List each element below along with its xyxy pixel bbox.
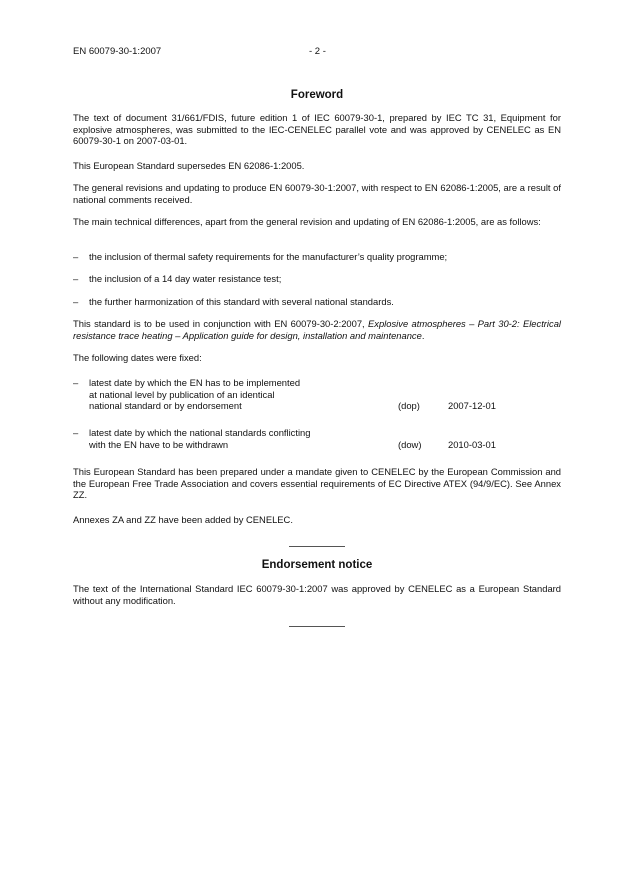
- foreword-paragraph-7: This European Standard has been prepared under a mandate given to CENELEC by the European Commission and the European Free Trade Association and covers essential requirements of EC Directive ATEX (94/9/EC). See Annex ZZ.: [73, 466, 561, 500]
- document-id: EN 60079-30-1:2007: [73, 46, 162, 57]
- list-dash: –: [73, 427, 79, 438]
- foreword-paragraph-4: The main technical differences, apart from the general revision and updating of EN 62086-1:2005, are as follows:: [73, 216, 541, 227]
- date-description: latest date by which the EN has to be implemented at national level by publication of an identical national standard or by endorsement: [89, 377, 301, 411]
- foreword-paragraph-8: Annexes ZA and ZZ have been added by CENELEC.: [73, 514, 293, 525]
- date-description: latest date by which the national standards conflicting with the EN have to be withdrawn: [89, 427, 311, 450]
- date-value: 2007-12-01: [448, 400, 496, 411]
- date-value: 2010-03-01: [448, 438, 496, 450]
- foreword-paragraph-3: The general revisions and updating to produce EN 60079-30-1:2007, with respect to EN 62086-1:2005, are a result of national comments received.: [73, 182, 561, 205]
- date-code: (dop): [398, 400, 420, 411]
- foreword-title: Foreword: [290, 89, 344, 101]
- list-dash: –: [73, 377, 79, 388]
- foreword-paragraph-5: This standard is to be used in conjunction with EN 60079-30-2:2007, Explosive atmospheres – Part 30-2: Electrical resistance trace heating – Application guide for design, installation and maintenance.: [73, 318, 561, 341]
- list-item-text: the inclusion of a 14 day water resistance test;: [89, 273, 282, 284]
- section-divider: [289, 546, 345, 547]
- list-item-text: the inclusion of thermal safety requirements for the manufacturer’s quality programme;: [89, 251, 448, 262]
- list-dash: –: [73, 296, 79, 307]
- date-code: (dow): [398, 438, 422, 450]
- endorsement-paragraph: The text of the International Standard IEC 60079-30-1:2007 was approved by CENELEC as a European Standard without any modification.: [73, 583, 561, 606]
- list-item-text: the further harmonization of this standard with several national standards.: [89, 296, 394, 307]
- foreword-paragraph-2: This European Standard supersedes EN 62086-1:2005.: [73, 160, 305, 171]
- endorsement-title: Endorsement notice: [261, 559, 373, 571]
- section-divider: [289, 626, 345, 627]
- page-header: [73, 46, 561, 60]
- referenced-standard-title: Explosive atmospheres – Part 30-2: Electrical resistance trace heating – Application guide for design, installation and maintenance: [73, 318, 561, 341]
- list-dash: –: [73, 273, 79, 284]
- foreword-paragraph-1: The text of document 31/661/FDIS, future edition 1 of IEC 60079-30-1, prepared by IEC TC 31, Equipment for explosive atmospheres, was submitted to the IEC-CENELEC parallel vote and was approved by CENELEC as EN 60079-30-1 on 2007-03-01.: [73, 112, 561, 146]
- foreword-paragraph-6: The following dates were fixed:: [73, 352, 202, 363]
- page-number: - 2 -: [309, 46, 326, 57]
- list-dash: –: [73, 251, 79, 262]
